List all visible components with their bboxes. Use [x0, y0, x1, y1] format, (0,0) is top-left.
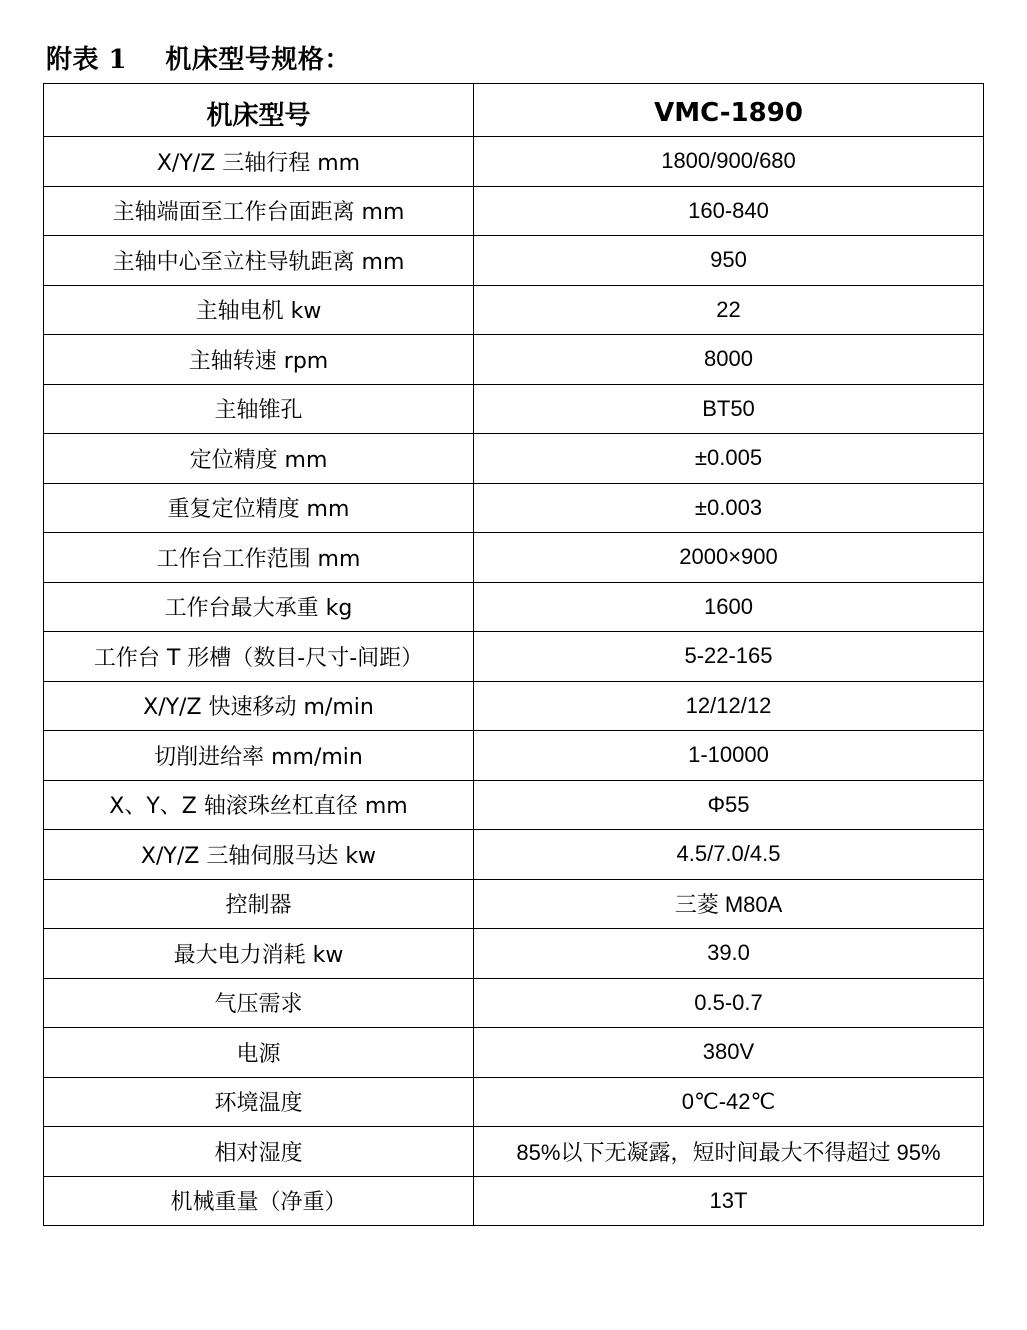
table-row [44, 830, 984, 880]
table-row [44, 236, 984, 286]
spec-value-cell: 85%以下无凝露，短时间最大不得超过 95% [474, 1127, 984, 1177]
spec-value-cell: 2000×900 [474, 533, 984, 583]
table-row [44, 186, 984, 236]
table-row [44, 335, 984, 385]
spec-table [43, 83, 984, 1226]
table-row [44, 533, 984, 583]
spec-name-cell: X、Y、Z 轴滚珠丝杠直径 mm [44, 780, 474, 830]
spec-name-cell: 机械重量（净重） [44, 1176, 474, 1226]
spec-value-cell: 1800/900/680 [474, 137, 984, 187]
spec-value-cell: 8000 [474, 335, 984, 385]
table-row [44, 978, 984, 1028]
spec-name-cell: X/Y/Z 快速移动 m/min [44, 681, 474, 731]
spec-value-cell: 950 [474, 236, 984, 286]
spec-value-cell: Φ55 [474, 780, 984, 830]
table-row [44, 929, 984, 979]
spec-value-cell: ±0.005 [474, 434, 984, 484]
table-row [44, 137, 984, 187]
table-row [44, 1127, 984, 1177]
document-title: 附表 1 机床型号规格： [46, 45, 351, 75]
header-value-cell: VMC-1890 [474, 84, 984, 137]
table-row [44, 285, 984, 335]
spec-name-cell: 工作台最大承重 kg [44, 582, 474, 632]
table-row [44, 731, 984, 781]
table-row [44, 681, 984, 731]
table-row [44, 780, 984, 830]
table-row [44, 582, 984, 632]
spec-name-cell: 切削进给率 mm/min [44, 731, 474, 781]
spec-name-cell: 主轴电机 kw [44, 285, 474, 335]
spec-name-cell: 主轴端面至工作台面距离 mm [44, 186, 474, 236]
table-header-row [44, 84, 984, 137]
table-row [44, 483, 984, 533]
spec-value-cell: 三菱 M80A [474, 879, 984, 929]
spec-name-cell: X/Y/Z 三轴伺服马达 kw [44, 830, 474, 880]
spec-value-cell: 22 [474, 285, 984, 335]
spec-name-cell: 定位精度 mm [44, 434, 474, 484]
spec-name-cell: 气压需求 [44, 978, 474, 1028]
spec-value-cell: 1-10000 [474, 731, 984, 781]
spec-name-cell: 主轴锥孔 [44, 384, 474, 434]
spec-value-cell: BT50 [474, 384, 984, 434]
spec-value-cell: 1600 [474, 582, 984, 632]
table-row [44, 1028, 984, 1078]
table-row [44, 1176, 984, 1226]
table-row [44, 1077, 984, 1127]
spec-value-cell: 160-840 [474, 186, 984, 236]
spec-name-cell: 工作台工作范围 mm [44, 533, 474, 583]
spec-value-cell: 0.5-0.7 [474, 978, 984, 1028]
table-row [44, 632, 984, 682]
spec-name-cell: 电源 [44, 1028, 474, 1078]
spec-value-cell: 39.0 [474, 929, 984, 979]
spec-name-cell: 主轴中心至立柱导轨距离 mm [44, 236, 474, 286]
spec-table-body [44, 84, 984, 1226]
spec-value-cell: 4.5/7.0/4.5 [474, 830, 984, 880]
spec-value-cell: 5-22-165 [474, 632, 984, 682]
table-row [44, 434, 984, 484]
spec-name-cell: 重复定位精度 mm [44, 483, 474, 533]
spec-name-cell: 控制器 [44, 879, 474, 929]
spec-value-cell: 13T [474, 1176, 984, 1226]
table-row [44, 384, 984, 434]
spec-name-cell: 环境温度 [44, 1077, 474, 1127]
spec-value-cell: 380V [474, 1028, 984, 1078]
spec-name-cell: 工作台 T 形槽（数目-尺寸-间距） [44, 632, 474, 682]
table-row [44, 879, 984, 929]
spec-name-cell: 主轴转速 rpm [44, 335, 474, 385]
spec-name-cell: X/Y/Z 三轴行程 mm [44, 137, 474, 187]
spec-name-cell: 相对湿度 [44, 1127, 474, 1177]
spec-value-cell: 0℃-42℃ [474, 1077, 984, 1127]
spec-name-cell: 最大电力消耗 kw [44, 929, 474, 979]
spec-value-cell: 12/12/12 [474, 681, 984, 731]
spec-value-cell: ±0.003 [474, 483, 984, 533]
header-name-cell: 机床型号 [44, 84, 474, 137]
